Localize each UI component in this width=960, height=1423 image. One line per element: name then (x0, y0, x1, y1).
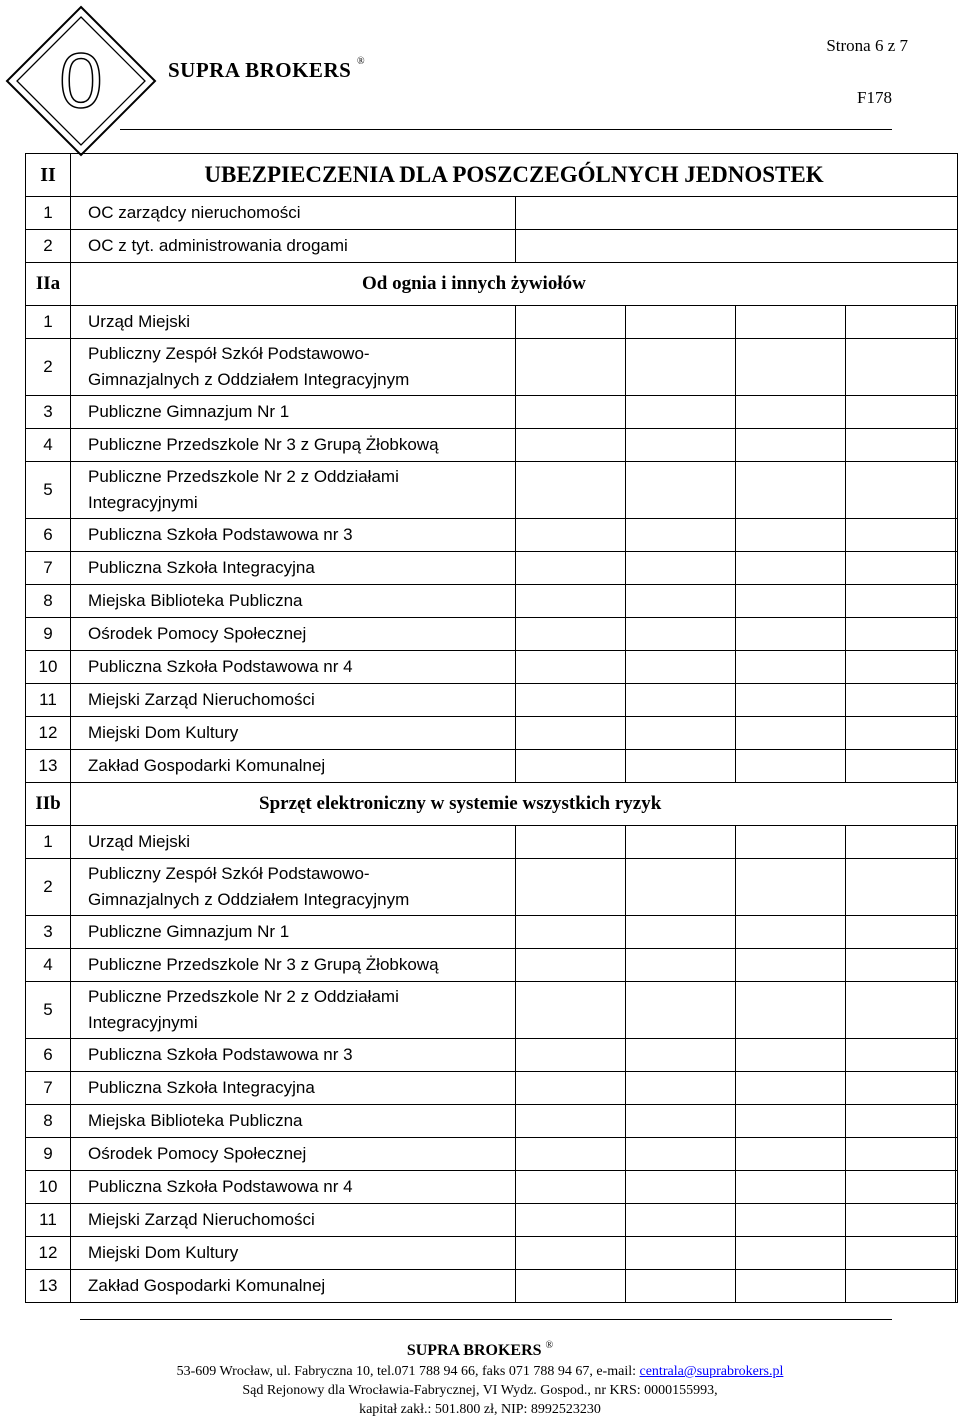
empty-cell (516, 230, 958, 263)
row-name-line: Miejski Zarząd Nieruchomości (88, 690, 315, 709)
empty-cell (736, 306, 846, 339)
empty-cell (736, 519, 846, 552)
empty-cell (846, 916, 956, 949)
empty-cell (956, 1171, 958, 1204)
empty-cell (736, 339, 846, 396)
row-name (71, 230, 516, 263)
row-number: 3 (26, 396, 71, 429)
empty-cell (846, 1138, 956, 1171)
empty-cell (626, 1138, 736, 1171)
empty-cell (516, 552, 626, 585)
table-row (26, 1270, 958, 1303)
empty-cell (846, 1237, 956, 1270)
table-row (26, 916, 958, 949)
row-name (71, 396, 516, 429)
empty-cell (516, 462, 626, 519)
table-row (26, 1138, 958, 1171)
section-number: II (26, 154, 71, 197)
empty-cell (736, 585, 846, 618)
table-row (26, 1171, 958, 1204)
row-name (71, 651, 516, 684)
row-name-line: Miejski Dom Kultury (88, 1243, 239, 1262)
row-number: 6 (26, 1039, 71, 1072)
empty-cell (516, 1237, 626, 1270)
table-row (26, 396, 958, 429)
row-number: 7 (26, 1072, 71, 1105)
row-name (71, 1138, 516, 1171)
row-name-line: Integracyjnymi (88, 1013, 198, 1032)
row-name-line: Ośrodek Pomocy Społecznej (88, 624, 307, 643)
empty-cell (956, 684, 958, 717)
row-number: 10 (26, 651, 71, 684)
empty-cell (956, 1237, 958, 1270)
empty-cell (846, 462, 956, 519)
row-name (71, 197, 516, 230)
empty-cell (626, 339, 736, 396)
row-name-line: Publiczna Szkoła Podstawowa nr 4 (88, 1177, 353, 1196)
empty-cell (956, 859, 958, 916)
empty-cell (516, 585, 626, 618)
empty-cell (736, 396, 846, 429)
row-name-line: Zakład Gospodarki Komunalnej (88, 1276, 326, 1295)
header-brand: SUPRA BROKERS ® (168, 56, 366, 82)
section-title: Sprzęt elektroniczny w systemie wszystkich ryzyk (71, 783, 958, 826)
empty-cell (736, 462, 846, 519)
empty-cell (846, 859, 956, 916)
empty-cell (516, 1105, 626, 1138)
row-name (71, 519, 516, 552)
row-number: 5 (26, 462, 71, 519)
row-name (71, 916, 516, 949)
row-name (71, 684, 516, 717)
empty-cell (626, 519, 736, 552)
empty-cell (626, 585, 736, 618)
empty-cell (736, 1138, 846, 1171)
empty-cell (626, 982, 736, 1039)
table-row (26, 1072, 958, 1105)
row-name-line: Miejski Zarząd Nieruchomości (88, 1210, 315, 1229)
empty-cell (846, 585, 956, 618)
empty-cell (516, 197, 958, 230)
row-name (71, 949, 516, 982)
empty-cell (516, 618, 626, 651)
empty-cell (956, 396, 958, 429)
row-name-line: Urząd Miejski (88, 312, 191, 331)
empty-cell (736, 1105, 846, 1138)
empty-cell (736, 717, 846, 750)
empty-cell (846, 1171, 956, 1204)
empty-cell (736, 651, 846, 684)
row-name-line: Publiczna Szkoła Podstawowa nr 3 (88, 525, 353, 544)
row-number: 1 (26, 826, 71, 859)
empty-cell (846, 1270, 956, 1303)
section-header-row (26, 783, 958, 826)
empty-cell (956, 462, 958, 519)
table-row (26, 826, 958, 859)
company-logo (4, 4, 158, 158)
empty-cell (736, 1237, 846, 1270)
row-name-line: Miejska Biblioteka Publiczna (88, 591, 303, 610)
empty-cell (516, 982, 626, 1039)
row-name-line: Miejska Biblioteka Publiczna (88, 1111, 303, 1130)
row-number: 11 (26, 684, 71, 717)
empty-cell (956, 1270, 958, 1303)
empty-cell (846, 618, 956, 651)
empty-cell (846, 684, 956, 717)
table-row (26, 717, 958, 750)
empty-cell (626, 949, 736, 982)
table-row (26, 519, 958, 552)
form-code: F178 (857, 88, 892, 107)
empty-cell (736, 750, 846, 783)
row-name (71, 717, 516, 750)
empty-cell (956, 1204, 958, 1237)
row-name (71, 339, 516, 396)
empty-cell (626, 1105, 736, 1138)
empty-cell (736, 859, 846, 916)
empty-cell (956, 339, 958, 396)
empty-cell (736, 1171, 846, 1204)
table-row (26, 1039, 958, 1072)
row-number: 12 (26, 1237, 71, 1270)
empty-cell (626, 717, 736, 750)
empty-cell (516, 1072, 626, 1105)
row-name-line: Publiczna Szkoła Podstawowa nr 4 (88, 657, 353, 676)
empty-cell (956, 717, 958, 750)
table-row (26, 197, 958, 230)
empty-cell (956, 1138, 958, 1171)
row-name-line: Ośrodek Pomocy Społecznej (88, 1144, 307, 1163)
empty-cell (956, 618, 958, 651)
row-name (71, 750, 516, 783)
empty-cell (956, 949, 958, 982)
empty-cell (626, 916, 736, 949)
empty-cell (736, 1204, 846, 1237)
row-number: 6 (26, 519, 71, 552)
empty-cell (846, 1105, 956, 1138)
empty-cell (956, 552, 958, 585)
table-row (26, 618, 958, 651)
table-row (26, 1105, 958, 1138)
row-number: 9 (26, 1138, 71, 1171)
row-number: 5 (26, 982, 71, 1039)
row-number: 4 (26, 949, 71, 982)
empty-cell (626, 826, 736, 859)
row-number: 13 (26, 1270, 71, 1303)
row-number: 9 (26, 618, 71, 651)
empty-cell (626, 306, 736, 339)
empty-cell (516, 651, 626, 684)
row-name (71, 982, 516, 1039)
empty-cell (516, 1171, 626, 1204)
empty-cell (846, 339, 956, 396)
empty-cell (516, 519, 626, 552)
empty-cell (626, 1039, 736, 1072)
row-number: 1 (26, 197, 71, 230)
row-name-line: OC z tyt. administrowania drogami (88, 236, 348, 255)
empty-cell (956, 750, 958, 783)
empty-cell (516, 916, 626, 949)
row-name-line: Publiczny Zespół Szkół Podstawowo- (88, 864, 370, 883)
row-number: 1 (26, 306, 71, 339)
empty-cell (516, 826, 626, 859)
empty-cell (956, 826, 958, 859)
row-number: 2 (26, 339, 71, 396)
empty-cell (956, 916, 958, 949)
section-header-row (26, 154, 958, 197)
table-row (26, 651, 958, 684)
empty-cell (626, 552, 736, 585)
row-name-line: Publiczny Zespół Szkół Podstawowo- (88, 344, 370, 363)
row-number: 2 (26, 230, 71, 263)
footer-address: 53-609 Wrocław, ul. Fabryczna 10, tel.071 788 94 66, faks 071 788 94 67, e-mail: centrala@suprabrokers.pl (176, 1364, 784, 1379)
empty-cell (626, 750, 736, 783)
registered-mark: ® (357, 56, 366, 67)
empty-cell (846, 651, 956, 684)
header-divider (120, 129, 892, 130)
empty-cell (846, 1072, 956, 1105)
row-name (71, 1204, 516, 1237)
row-number: 11 (26, 1204, 71, 1237)
empty-cell (846, 949, 956, 982)
empty-cell (846, 750, 956, 783)
empty-cell (956, 1039, 958, 1072)
row-name (71, 1039, 516, 1072)
table-row (26, 982, 958, 1039)
row-name (71, 1270, 516, 1303)
row-name-line: Publiczna Szkoła Integracyjna (88, 1078, 315, 1097)
empty-cell (846, 982, 956, 1039)
empty-cell (626, 1270, 736, 1303)
row-name (71, 1072, 516, 1105)
empty-cell (956, 306, 958, 339)
table-row (26, 750, 958, 783)
footer-court: Sąd Rejonowy dla Wrocławia-Fabrycznej, VI Wydz. Gospod., nr KRS: 0000155993, (242, 1383, 718, 1398)
empty-cell (846, 1204, 956, 1237)
empty-cell (736, 826, 846, 859)
footer-divider (80, 1319, 892, 1320)
empty-cell (516, 717, 626, 750)
empty-cell (736, 982, 846, 1039)
empty-cell (846, 717, 956, 750)
empty-cell (626, 396, 736, 429)
row-name (71, 1237, 516, 1270)
empty-cell (736, 1072, 846, 1105)
footer-brand: SUPRA BROKERS ® (406, 1340, 554, 1359)
table-row (26, 585, 958, 618)
row-name-line: Gimnazjalnych z Oddziałem Integracyjnym (88, 890, 410, 909)
row-name (71, 1171, 516, 1204)
page-number: Strona 6 z 7 (826, 36, 908, 55)
row-name (71, 859, 516, 916)
empty-cell (626, 618, 736, 651)
empty-cell (846, 396, 956, 429)
row-name-line: Publiczna Szkoła Podstawowa nr 3 (88, 1045, 353, 1064)
empty-cell (626, 1072, 736, 1105)
row-number: 8 (26, 585, 71, 618)
empty-cell (626, 429, 736, 462)
empty-cell (516, 306, 626, 339)
empty-cell (956, 1105, 958, 1138)
table-row (26, 339, 958, 396)
empty-cell (516, 339, 626, 396)
table-row (26, 429, 958, 462)
row-name-line: OC zarządcy nieruchomości (88, 203, 301, 222)
row-name-line: Gimnazjalnych z Oddziałem Integracyjnym (88, 370, 410, 389)
empty-cell (736, 916, 846, 949)
section-number: IIa (26, 263, 71, 306)
empty-cell (626, 1171, 736, 1204)
row-number: 2 (26, 859, 71, 916)
empty-cell (736, 1270, 846, 1303)
empty-cell (516, 429, 626, 462)
table-row (26, 949, 958, 982)
empty-cell (956, 585, 958, 618)
empty-cell (736, 684, 846, 717)
table-row (26, 684, 958, 717)
row-name (71, 462, 516, 519)
row-number: 12 (26, 717, 71, 750)
row-number: 4 (26, 429, 71, 462)
row-number: 13 (26, 750, 71, 783)
empty-cell (956, 1072, 958, 1105)
empty-cell (736, 618, 846, 651)
section-title: Od ognia i innych żywiołów (71, 263, 958, 306)
row-number: 10 (26, 1171, 71, 1204)
empty-cell (516, 396, 626, 429)
row-name-line: Integracyjnymi (88, 493, 198, 512)
empty-cell (736, 1039, 846, 1072)
empty-cell (516, 1270, 626, 1303)
empty-cell (516, 1138, 626, 1171)
row-name-line: Publiczne Przedszkole Nr 2 z Oddziałami (88, 467, 399, 486)
empty-cell (956, 429, 958, 462)
row-name-line: Publiczne Przedszkole Nr 2 z Oddziałami (88, 987, 399, 1006)
section-header-row (26, 263, 958, 306)
empty-cell (846, 429, 956, 462)
row-name (71, 618, 516, 651)
row-name (71, 1105, 516, 1138)
empty-cell (736, 552, 846, 585)
table-row (26, 230, 958, 263)
empty-cell (516, 949, 626, 982)
table-row (26, 1204, 958, 1237)
empty-cell (736, 949, 846, 982)
table-row (26, 306, 958, 339)
insurance-table (25, 153, 958, 1303)
empty-cell (626, 684, 736, 717)
empty-cell (846, 1039, 956, 1072)
row-name-line: Miejski Dom Kultury (88, 723, 239, 742)
footer-capital: kapitał zakł.: 501.800 zł, NIP: 8992523230 (359, 1402, 601, 1417)
row-number: 3 (26, 916, 71, 949)
row-name-line: Publiczna Szkoła Integracyjna (88, 558, 315, 577)
empty-cell (736, 429, 846, 462)
empty-cell (846, 552, 956, 585)
empty-cell (846, 306, 956, 339)
row-number: 8 (26, 1105, 71, 1138)
table-row (26, 462, 958, 519)
empty-cell (516, 859, 626, 916)
empty-cell (516, 1204, 626, 1237)
row-name-line: Publiczne Gimnazjum Nr 1 (88, 922, 290, 941)
row-number: 7 (26, 552, 71, 585)
empty-cell (516, 1039, 626, 1072)
empty-cell (846, 519, 956, 552)
footer-email-link[interactable]: centrala@suprabrokers.pl (639, 1364, 784, 1379)
row-name-line: Publiczne Przedszkole Nr 3 z Grupą Żłobkową (88, 435, 439, 454)
empty-cell (626, 1204, 736, 1237)
empty-cell (626, 462, 736, 519)
empty-cell (516, 750, 626, 783)
table-row (26, 859, 958, 916)
row-name (71, 826, 516, 859)
row-name-line: Zakład Gospodarki Komunalnej (88, 756, 326, 775)
empty-cell (956, 982, 958, 1039)
empty-cell (516, 684, 626, 717)
table-row (26, 552, 958, 585)
empty-cell (956, 651, 958, 684)
empty-cell (626, 1237, 736, 1270)
empty-cell (626, 651, 736, 684)
row-name (71, 585, 516, 618)
section-number: IIb (26, 783, 71, 826)
table-row (26, 1237, 958, 1270)
row-name-line: Publiczne Przedszkole Nr 3 z Grupą Żłobkową (88, 955, 439, 974)
row-name (71, 552, 516, 585)
section-title: UBEZPIECZENIA DLA POSZCZEGÓLNYCH JEDNOSTEK (71, 154, 958, 197)
empty-cell (956, 519, 958, 552)
row-name-line: Urząd Miejski (88, 832, 191, 851)
empty-cell (626, 859, 736, 916)
row-name-line: Publiczne Gimnazjum Nr 1 (88, 402, 290, 421)
row-name (71, 306, 516, 339)
empty-cell (846, 826, 956, 859)
row-name (71, 429, 516, 462)
svg-text:0: 0 (59, 36, 103, 124)
